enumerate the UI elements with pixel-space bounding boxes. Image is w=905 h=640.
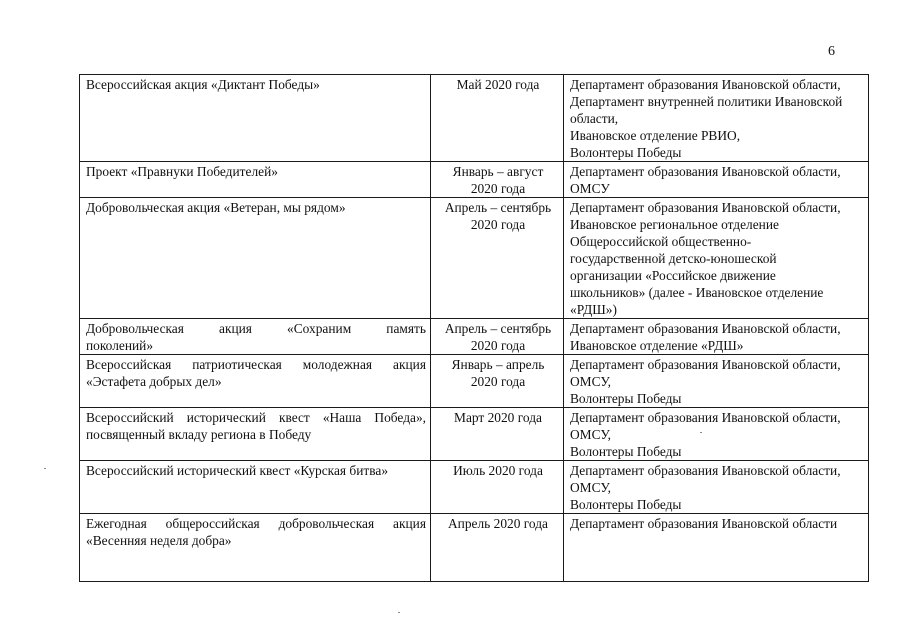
responsible-text: государственной детско-юношеской — [570, 251, 777, 266]
responsible-text: Волонтеры Победы — [570, 145, 682, 160]
responsible-text: Волонтеры Победы — [570, 444, 682, 459]
scan-speck — [700, 432, 702, 433]
table-row — [80, 75, 869, 162]
table-row — [80, 198, 869, 319]
event-text: «Эстафета добрых дел» — [86, 374, 222, 389]
period-text: Апрель 2020 года — [448, 516, 548, 531]
table-row — [80, 355, 869, 408]
event-cell — [80, 408, 431, 461]
period-text: Май 2020 года — [456, 77, 540, 92]
event-cell — [80, 319, 431, 355]
period-text: Январь – апрель — [451, 357, 545, 372]
responsible-cell — [564, 162, 869, 198]
responsible-text: Волонтеры Победы — [570, 391, 682, 406]
responsible-text: Департамент внутренней политики Ивановской — [570, 94, 843, 109]
responsible-text: Департамент образования Ивановской области, — [570, 463, 841, 478]
period-cell — [431, 198, 564, 319]
period-text: 2020 года — [470, 374, 526, 389]
responsible-text: Департамент образования Ивановской области, — [570, 77, 841, 92]
responsible-text: ОМСУ, — [570, 427, 611, 442]
table-row — [80, 514, 869, 582]
responsible-text: Департамент образования Ивановской области, — [570, 200, 841, 215]
responsible-text: школьников» (далее - Ивановское отделение — [570, 285, 824, 300]
period-text: Январь – август — [452, 164, 544, 179]
responsible-text: Департамент образования Ивановской области, — [570, 357, 841, 372]
table-row — [80, 319, 869, 355]
responsible-cell — [564, 355, 869, 408]
responsible-text: Ивановское отделение «РДШ» — [570, 338, 744, 353]
responsible-cell — [564, 461, 869, 514]
event-cell — [80, 198, 431, 319]
period-text: 2020 года — [470, 181, 526, 196]
event-cell — [80, 461, 431, 514]
event-text: Проект «Правнуки Победителей» — [86, 164, 278, 179]
responsible-cell — [564, 514, 869, 582]
responsible-text: Департамент образования Ивановской области, — [570, 164, 841, 179]
responsible-cell — [564, 198, 869, 319]
responsible-text: Волонтеры Победы — [570, 497, 682, 512]
period-text: Апрель – сентябрь — [444, 321, 552, 336]
event-text: Всероссийский исторический квест «Наша Победа», — [86, 410, 426, 425]
responsible-text: Ивановское отделение РВИО, — [570, 128, 741, 143]
table-row — [80, 461, 869, 514]
event-cell — [80, 162, 431, 198]
event-text: «Весенняя неделя добра» — [86, 533, 232, 548]
event-cell — [80, 75, 431, 162]
responsible-text: ОМСУ — [570, 181, 610, 196]
event-text: Всероссийская патриотическая молодежная акция — [86, 357, 426, 372]
table-row — [80, 162, 869, 198]
event-text: Всероссийский исторический квест «Курская битва» — [86, 463, 389, 478]
event-cell — [80, 514, 431, 582]
responsible-text: Департамент образования Ивановской области, — [570, 321, 841, 336]
responsible-text: «РДШ») — [570, 302, 617, 317]
event-cell — [80, 355, 431, 408]
event-text: посвященный вкладу региона в Победу — [86, 427, 312, 442]
scan-speck — [44, 468, 46, 469]
responsible-text: ОМСУ, — [570, 480, 611, 495]
period-cell — [431, 355, 564, 408]
responsible-text: Ивановское региональное отделение — [570, 217, 779, 232]
events-table — [79, 74, 869, 582]
responsible-cell — [564, 75, 869, 162]
responsible-text: Департамент образования Ивановской области — [570, 516, 838, 531]
page-number: 6 — [828, 44, 835, 59]
period-cell — [431, 514, 564, 582]
responsible-text: ОМСУ, — [570, 374, 611, 389]
period-cell — [431, 319, 564, 355]
responsible-cell — [564, 408, 869, 461]
event-text: Ежегодная общероссийская добровольческая акция — [86, 516, 426, 531]
responsible-text: Общероссийской общественно- — [570, 234, 752, 249]
responsible-cell — [564, 319, 869, 355]
event-text: Добровольческая акция «Сохраним память — [86, 321, 426, 336]
responsible-text: организации «Российское движение — [570, 268, 776, 283]
event-text: Добровольческая акция «Ветеран, мы рядом» — [86, 200, 346, 215]
responsible-text: области, — [570, 111, 619, 126]
period-text: Март 2020 года — [454, 410, 542, 425]
scan-speck — [398, 612, 400, 613]
period-cell — [431, 75, 564, 162]
period-text: Июль 2020 года — [453, 463, 543, 478]
responsible-text: Департамент образования Ивановской области, — [570, 410, 841, 425]
table-row — [80, 408, 869, 461]
period-cell — [431, 461, 564, 514]
event-text: поколений» — [86, 338, 154, 353]
period-cell — [431, 162, 564, 198]
period-text: 2020 года — [470, 338, 526, 353]
period-cell — [431, 408, 564, 461]
period-text: Апрель – сентябрь — [444, 200, 552, 215]
period-text: 2020 года — [470, 217, 526, 232]
event-text: Всероссийская акция «Диктант Победы» — [86, 77, 320, 92]
